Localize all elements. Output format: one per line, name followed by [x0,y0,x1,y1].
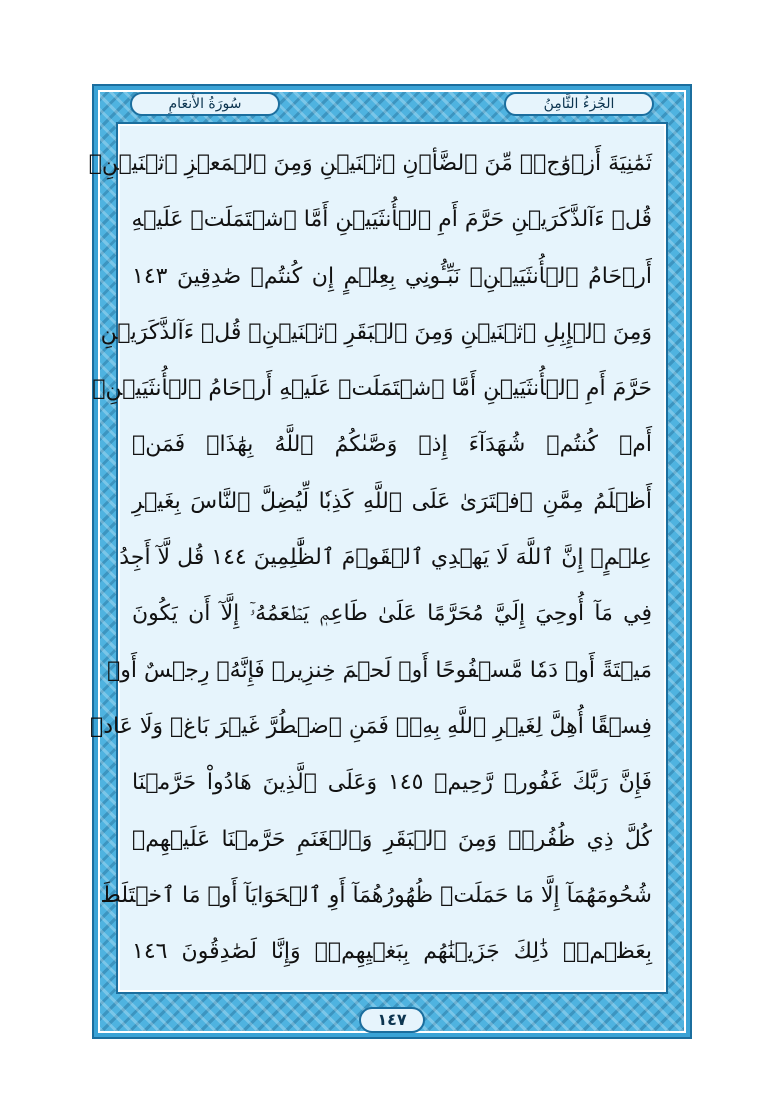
surah-name: سُورَةُ الأَنعَامِ [168,96,242,112]
text-line-1: ثَمَٰنِيَةَ أَزۡوَٰجٖۖ مِّنَ ٱلضَّأۡنِ ٱثۡنَيۡنِ وَمِنَ ٱلۡمَعۡزِ ٱثۡنَيۡنِۗ [88,151,652,176]
surah-name-cartouche [130,92,280,116]
text-line-12: فَإِنَّ رَبَّكَ غَفُورٞ رَّحِيمٞ ١٤٥ وَعَلَى ٱلَّذِينَ هَادُواْ حَرَّمۡنَا [132,770,653,796]
text-line-7: أَظۡلَمُ مِمَّنِ ٱفۡتَرَىٰ عَلَى ٱللَّهِ كَذِبٗا لِّيُضِلَّ ٱلنَّاسَ بِغَيۡرِ [132,488,652,514]
text-line-6: أَمۡ كُنتُمۡ شُهَدَآءَ إِذۡ وَصَّىٰكُمُ ٱللَّهُ بِهَٰذَاۚ فَمَنۡ [132,432,652,458]
juz-name-cartouche [504,92,654,116]
juz-name: الجُزءُ الثَّامِنُ [543,96,615,112]
verses-block [88,136,653,980]
text-line-15: بِعَظۡمٖۚ ذَٰلِكَ جَزَيۡنَٰهُم بِبَغۡيِهِمۡۖ وَإِنَّا لَصَٰدِقُونَ ١٤٦ [132,939,652,965]
text-line-13: كُلَّ ذِي ظُفُرٖۖ وَمِنَ ٱلۡبَقَرِ وَٱلۡغَنَمِ حَرَّمۡنَا عَلَيۡهِمۡ [132,826,652,852]
text-line-4: وَمِنَ ٱلۡإِبِلِ ٱثۡنَيۡنِ وَمِنَ ٱلۡبَقَرِ ٱثۡنَيۡنِۗ قُلۡ ءَآلذَّكَرَيۡنِ [100,319,652,345]
page-frame [88,84,692,1039]
text-line-10: مَيۡتَةً أَوۡ دَمٗا مَّسۡفُوحًا أَوۡ لَحۡمَ خِنزِيرٖ فَإِنَّهُۥ رِجۡسٌ أَوۡ [107,657,652,683]
text-line-11: فِسۡقًا أُهِلَّ لِغَيۡرِ ٱللَّهِ بِهِۦۚ فَمَنِ ٱضۡطُرَّ غَيۡرَ بَاغٖ وَلَا عَادٖ [90,713,652,739]
text-line-9: فِي مَآ أُوحِيَ إِلَيَّ مُحَرَّمًا عَلَىٰ طَاعِمٖ يَطۡعَمُهُۥٓ إِلَّآ أَن يَكُونَ [132,601,652,627]
text-line-2: قُلۡ ءَآلذَّكَرَيۡنِ حَرَّمَ أَمِ ٱلۡأُنثَيَيۡنِ أَمَّا ٱشۡتَمَلَتۡ عَلَيۡهِ [131,207,652,233]
text-line-5: حَرَّمَ أَمِ ٱلۡأُنثَيَيۡنِ أَمَّا ٱشۡتَمَلَتۡ عَلَيۡهِ أَرۡحَامُ ٱلۡأُنثَيَيۡنِۖ [92,376,652,402]
page-number: ١٤٧ [359,1007,425,1033]
text-line-8: عِلۡمٍۚ إِنَّ ٱللَّهَ لَا يَهۡدِي ٱلۡقَوۡمَ ٱلظَّٰلِمِينَ ١٤٤ قُل لَّآ أَجِدُ [119,545,652,571]
text-line-3: أَرۡحَامُ ٱلۡأُنثَيَيۡنِۖ نَبِّـُٔونِي بِعِلۡمٍ إِن كُنتُمۡ صَٰدِقِينَ ١٤٣ [132,263,652,289]
text-line-14: شُحُومَهُمَآ إِلَّا مَا حَمَلَتۡ ظُهُورُهُمَآ أَوِ ٱلۡحَوَايَآ أَوۡ مَا ٱخۡتَلَطَ [100,882,652,908]
text-panel [88,122,668,994]
